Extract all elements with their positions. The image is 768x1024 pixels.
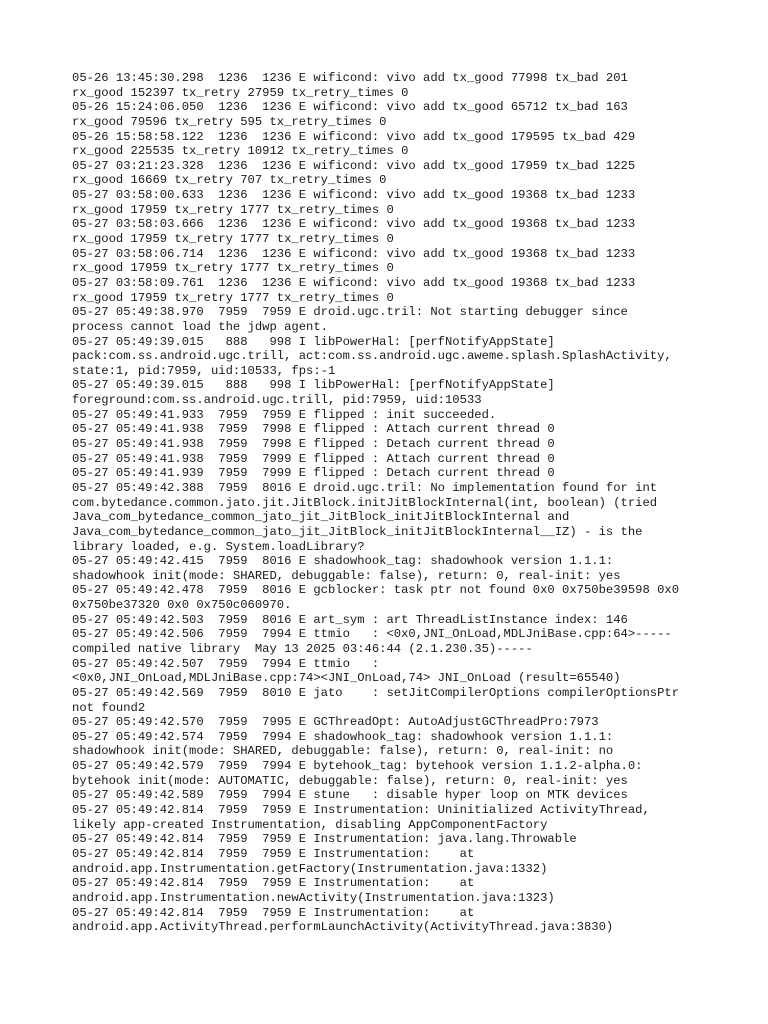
log-line: process cannot load the jdwp agent. <box>72 319 328 334</box>
log-line: rx_good 17959 tx_retry 1777 tx_retry_times 0 <box>72 290 394 305</box>
log-line: rx_good 17959 tx_retry 1777 tx_retry_times 0 <box>72 232 394 247</box>
log-line: android.app.Instrumentation.getFactory(Instrumentation.java:1332) <box>72 861 548 876</box>
log-line: 05-27 05:49:42.478 7959 8016 E gcblocker: task ptr not found 0x0 0x750be39598 0x0 <box>72 583 680 598</box>
log-line: 05-27 05:49:42.507 7959 7994 E ttmio : <box>72 656 380 671</box>
log-line: 05-27 05:49:42.569 7959 8010 E jato : setJitCompilerOptions compilerOptionsPtr <box>72 685 680 700</box>
log-line: bytehook init(mode: AUTOMATIC, debuggable: false), return: 0, real-init: yes <box>72 773 628 788</box>
log-line: 05-27 05:49:38.970 7959 7959 E droid.ugc.tril: Not starting debugger since <box>72 305 628 320</box>
log-line: shadowhook init(mode: SHARED, debuggable: false), return: 0, real-init: yes <box>72 568 621 583</box>
log-line: 05-27 05:49:42.814 7959 7959 E Instrumentation: at <box>72 876 475 891</box>
log-line: 05-26 15:24:06.050 1236 1236 E wificond: vivo add tx_good 65712 tx_bad 163 <box>72 100 628 115</box>
log-line: 05-27 05:49:39.015 888 998 I libPowerHal: [perfNotifyAppState] <box>72 378 555 393</box>
log-line: 05-27 05:49:42.506 7959 7994 E ttmio : <0x0,JNI_OnLoad,MDLJniBase.cpp:64>----- <box>72 627 672 642</box>
log-line: android.app.ActivityThread.performLaunchActivity(ActivityThread.java:3830) <box>72 920 614 935</box>
log-line: 05-27 05:49:41.933 7959 7959 E flipped : init succeeded. <box>72 407 497 422</box>
log-line: 05-27 03:21:23.328 1236 1236 E wificond: vivo add tx_good 17959 tx_bad 1225 <box>72 158 636 173</box>
log-line: 05-27 03:58:00.633 1236 1236 E wificond: vivo add tx_good 19368 tx_bad 1233 <box>72 188 636 203</box>
log-line: foreground:com.ss.android.ugc.trill, pid:7959, uid:10533 <box>72 393 482 408</box>
log-line: rx_good 79596 tx_retry 595 tx_retry_times 0 <box>72 114 387 129</box>
log-line: android.app.Instrumentation.newActivity(Instrumentation.java:1323) <box>72 890 555 905</box>
log-line: not found2 <box>72 700 146 715</box>
log-line: 05-27 05:49:42.503 7959 8016 E art_sym : art ThreadListInstance index: 146 <box>72 612 628 627</box>
log-line: rx_good 152397 tx_retry 27959 tx_retry_times 0 <box>72 85 409 100</box>
log-line: library loaded, e.g. System.loadLibrary? <box>72 539 365 554</box>
log-line: 05-27 05:49:41.939 7959 7999 E flipped : Detach current thread 0 <box>72 466 555 481</box>
log-line: likely app-created Instrumentation, disabling AppComponentFactory <box>72 817 548 832</box>
log-line: rx_good 16669 tx_retry 707 tx_retry_times 0 <box>72 173 387 188</box>
log-line: 05-27 05:49:42.814 7959 7959 E Instrumentation: Uninitialized ActivityThread, <box>72 803 650 818</box>
log-line: 05-27 05:49:42.570 7959 7995 E GCThreadOpt: AutoAdjustGCThreadPro:7973 <box>72 715 599 730</box>
log-line: state:1, pid:7959, uid:10533, fps:-1 <box>72 363 336 378</box>
log-line: Java_com_bytedance_common_jato_jit_JitBlock_initJitBlockInternal and <box>72 510 570 525</box>
log-line: 0x750be37320 0x0 0x750c060970. <box>72 598 292 613</box>
log-line: pack:com.ss.android.ugc.trill, act:com.ss.android.ugc.aweme.splash.SplashActivity, <box>72 349 672 364</box>
log-line: 05-27 05:49:42.574 7959 7994 E shadowhook_tag: shadowhook version 1.1.1: <box>72 729 614 744</box>
log-line: rx_good 17959 tx_retry 1777 tx_retry_times 0 <box>72 261 394 276</box>
log-line: 05-26 13:45:30.298 1236 1236 E wificond: vivo add tx_good 77998 tx_bad 201 <box>72 71 628 85</box>
log-line: shadowhook init(mode: SHARED, debuggable: false), return: 0, real-init: no <box>72 744 614 759</box>
log-document <box>72 71 722 935</box>
log-line: <0x0,JNI_OnLoad,MDLJniBase.cpp:74><JNI_OnLoad,74> JNI_OnLoad (result=65540) <box>72 671 621 686</box>
log-line: 05-27 05:49:41.938 7959 7999 E flipped : Attach current thread 0 <box>72 451 555 466</box>
log-line: 05-27 03:58:09.761 1236 1236 E wificond: vivo add tx_good 19368 tx_bad 1233 <box>72 275 636 290</box>
log-line: rx_good 17959 tx_retry 1777 tx_retry_times 0 <box>72 202 394 217</box>
log-line: 05-27 05:49:42.814 7959 7959 E Instrumentation: java.lang.Throwable <box>72 832 577 847</box>
log-line: 05-27 05:49:42.814 7959 7959 E Instrumentation: at <box>72 846 475 861</box>
log-line: Java_com_bytedance_common_jato_jit_JitBlock_initJitBlockInternal__IZ) - is the <box>72 524 643 539</box>
log-line: 05-27 05:49:42.579 7959 7994 E bytehook_tag: bytehook version 1.1.2-alpha.0: <box>72 759 643 774</box>
log-line: compiled native library May 13 2025 03:46:44 (2.1.230.35)----- <box>72 641 533 656</box>
log-line: com.bytedance.common.jato.jit.JitBlock.initJitBlockInternal(int, boolean) (tried <box>72 495 658 510</box>
log-line: 05-27 05:49:42.388 7959 8016 E droid.ugc.tril: No implementation found for int <box>72 480 658 495</box>
log-line: 05-27 03:58:03.666 1236 1236 E wificond: vivo add tx_good 19368 tx_bad 1233 <box>72 217 636 232</box>
log-line: 05-27 05:49:42.415 7959 8016 E shadowhook_tag: shadowhook version 1.1.1: <box>72 554 614 569</box>
log-line: rx_good 225535 tx_retry 10912 tx_retry_times 0 <box>72 144 409 159</box>
log-line: 05-27 05:49:41.938 7959 7998 E flipped : Attach current thread 0 <box>72 422 555 437</box>
log-line: 05-26 15:58:58.122 1236 1236 E wificond: vivo add tx_good 179595 tx_bad 429 <box>72 129 636 144</box>
log-line: 05-27 03:58:06.714 1236 1236 E wificond: vivo add tx_good 19368 tx_bad 1233 <box>72 246 636 261</box>
log-line: 05-27 05:49:42.814 7959 7959 E Instrumentation: at <box>72 905 475 920</box>
log-line: 05-27 05:49:41.938 7959 7998 E flipped : Detach current thread 0 <box>72 437 555 452</box>
log-line: 05-27 05:49:39.015 888 998 I libPowerHal: [perfNotifyAppState] <box>72 334 555 349</box>
log-line: 05-27 05:49:42.589 7959 7994 E stune : disable hyper loop on MTK devices <box>72 788 628 803</box>
